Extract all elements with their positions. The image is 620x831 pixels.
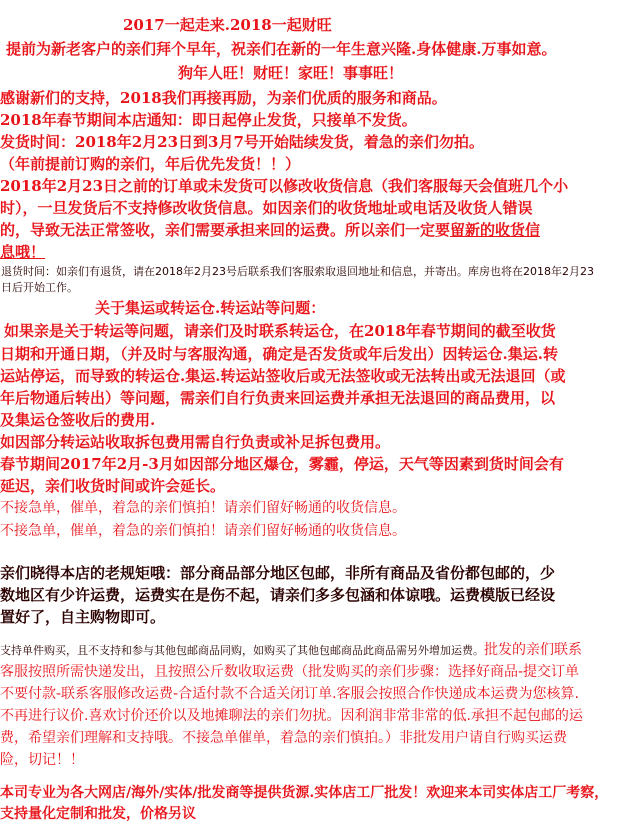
- transit-p1-line-1: 如果亲是关于转运等问题，请亲们及时联系转运仓，在2018年春节期间的截至收货: [4, 322, 556, 340]
- modify-info-line-4: [0, 241, 45, 262]
- thanks-text: 感谢新们的支持，2018我们再接再励，为亲们优质的服务和商品。: [0, 89, 447, 107]
- wholesale-contact: 批发的亲们联系: [484, 642, 582, 658]
- shipping-rules-line-3: 置好了，自主购物即可。: [0, 608, 166, 626]
- wholesale-line-1: [0, 639, 582, 659]
- transit-p1-line-3: 运站停运，而导致的转运仓.集运.转运站签收后或无法签收或无法转出或无法退回（或: [0, 367, 566, 385]
- transit-heading: 关于集运或转运仓.转运站等问题：: [95, 299, 326, 317]
- transit-p1-line-4: 年后物通后转出）等问题，需亲们自行负责来回运费并承担无法退回的商品费用，以: [0, 389, 556, 407]
- page-title: 2017一起走来.2018一起财旺: [123, 16, 332, 34]
- priority-note: （年前提前订购的亲们，年后优先发货！！）: [0, 155, 301, 173]
- urgent-order-warning-2: 不接急单，催单，着急的亲们慎拍！请亲们留好畅通的收货信息。: [0, 523, 406, 539]
- shipping-time: 发货时间：2018年2月23日到3月7号开始陆续发货，着急的亲们勿拍。: [0, 133, 484, 151]
- wholesale-line-2: 客服按照所需快递发出，且按照公斤数收取运费（批发购买的亲们步骤：选择好商品-提交订单: [0, 664, 580, 680]
- modify-info-line-3: [0, 219, 540, 240]
- urgent-order-warning-1: 不接急单，催单，着急的亲们慎拍！请亲们留好畅通的收货信息。: [0, 500, 406, 516]
- shipping-rules-line-2: 数地区有少许运费，运费实在是伤不起，请亲们多多包涵和体谅哦。运费模版已经设: [0, 586, 556, 604]
- wholesale-line-6: 险，切记！！: [0, 752, 84, 768]
- shipping-rules-line-1: 亲们晓得本店的老规矩哦：部分商品部分地区包邮，非所有商品及省份都包邮的，少: [0, 564, 556, 582]
- new-year-slogan: 狗年人旺！财旺！家旺！事事旺！: [178, 64, 404, 82]
- return-info-line-1: 退货时间：如亲们有退货，请在2018年2月23号后联系我们客服索取退回地址和信息，并寄出。库房也将在2018年2月23: [1, 265, 594, 278]
- modify-info-line-2: 时），一旦发货后不支持修改收货信息。如因亲们的收货地址或电话及收货人错误: [0, 199, 533, 217]
- modify-info-line-4-text: 息哦！: [0, 243, 46, 261]
- return-info-line-2: 日后开始工作。: [1, 281, 78, 294]
- wholesale-line-3: 不要付款-联系客服修改运费-合适付款不合适关闭订单.客服会按照合作快递成本运费为您核算.: [0, 686, 580, 702]
- delay-note-line-1: 春节期间2017年2月-3月如因部分地区爆仓，雾霾，停运，天气等因素到货时间会有: [0, 455, 564, 473]
- modify-info-underlined: 留新的收货信: [450, 221, 541, 239]
- wholesale-line-1-text: 支持单件购买，且不支持和参与其他包邮商品同购，如购买了其他包邮商品此商品需另外增加运费。: [0, 644, 484, 657]
- delay-note-line-2: 延迟，亲们收货时间或许会延长。: [0, 477, 226, 495]
- transit-p1-line-5: 及集运仓签收后的费用.: [0, 411, 156, 429]
- new-year-greeting: 提前为新老客户的亲们拜个早年，祝亲们在新的一年生意兴隆.身体健康.万事如意。: [6, 40, 557, 58]
- footer-line-1: 本司专业为各大网店/海外/实体/批发商等提供货源.实体店工厂批发！欢迎来本司实体店工厂考察，: [0, 785, 609, 801]
- wholesale-line-4: 不再进行议价.喜欢讨价还价以及地摊聊法的亲们勿扰。因利润非常非常的低.承担不起包邮的运: [0, 708, 583, 724]
- footer-line-2: 支持量化定制和批发，价格另议: [0, 806, 196, 822]
- transit-p1-line-2: 日期和开通日期，（并及时与客服沟通，确定是否发货或年后发出）因转运仓.集运.转: [0, 345, 558, 363]
- unpacking-fee-note: 如因部分转运站收取拆包费用需自行负责或补足拆包费用。: [0, 433, 391, 451]
- wholesale-line-5: 费，希望亲们理解和支持哦。不接急单催单，着急的亲们慎拍。）非批发用户请自行购买运费: [0, 730, 567, 746]
- holiday-notice: 2018年春节期间本店通知：即日起停止发货，只接单不发货。: [0, 111, 417, 129]
- modify-info-line-1: 2018年2月23日之前的订单或未发货可以修改收货信息（我们客服每天会值班几个小: [0, 177, 569, 195]
- modify-info-line-3-text: 的，导致无法正常签收，亲们需要承担来回的运费。所以亲们一定要: [0, 221, 451, 239]
